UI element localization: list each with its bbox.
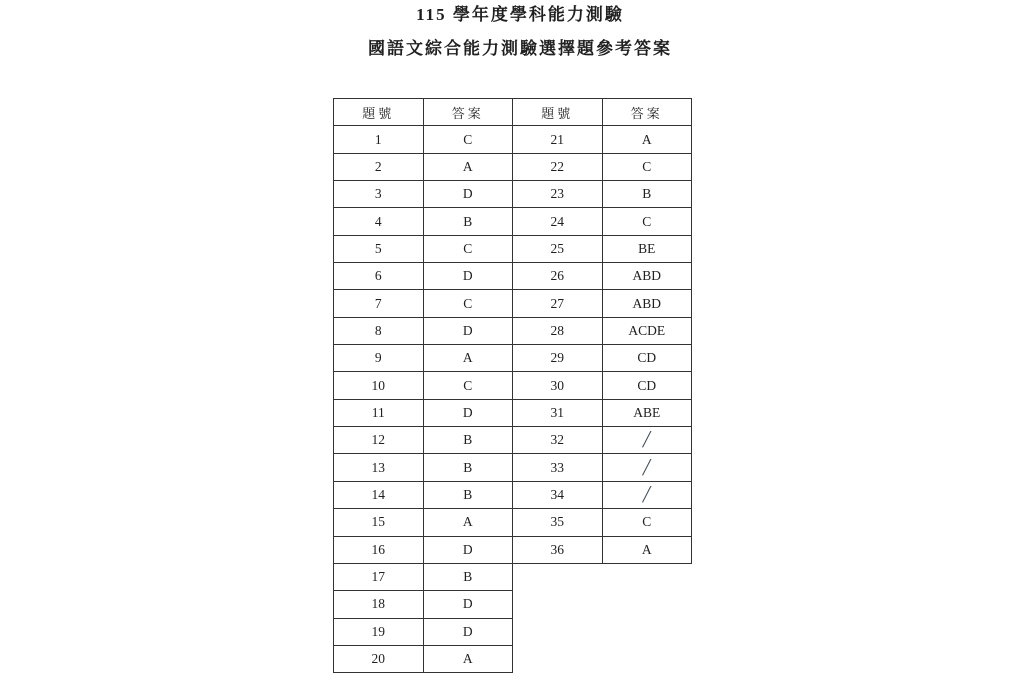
question-number-cell: 12 [334,427,424,454]
answer-cell: B [423,563,513,590]
answer-table-row [334,399,692,426]
question-number-cell: 1 [334,126,424,153]
question-number-cell: 19 [334,618,424,645]
question-number-cell: 24 [513,208,603,235]
question-number-cell: 33 [513,454,603,481]
question-number-cell: 10 [334,372,424,399]
answer-cell: ABD [602,290,692,317]
question-number-cell: 6 [334,263,424,290]
question-number-cell: 27 [513,290,603,317]
answer-cell: B [423,454,513,481]
answer-cell: A [423,153,513,180]
answer-cell: ABE [602,399,692,426]
question-number-cell: 7 [334,290,424,317]
answer-cell: C [423,126,513,153]
question-number-cell: 14 [334,481,424,508]
header-answer-left: 答案 [423,99,513,126]
answer-table-row [334,126,692,153]
answer-table-row [334,153,692,180]
question-number-cell: 17 [334,563,424,590]
question-number-cell: 32 [513,427,603,454]
answer-cell: ABD [602,263,692,290]
answer-table-row [334,208,692,235]
answer-cell: A [602,126,692,153]
answer-cell: D [423,591,513,618]
header-answer-right: 答案 [602,99,692,126]
question-number-cell: 22 [513,153,603,180]
answer-cell: ACDE [602,317,692,344]
question-number-cell: 18 [334,591,424,618]
header-question-number-right: 題號 [513,99,603,126]
answer-table-row [334,509,692,536]
answer-table-row [334,263,692,290]
answer-table-row [334,481,692,508]
answer-cell: B [602,181,692,208]
table-header-row [334,99,692,126]
answer-cell: C [423,372,513,399]
answer-cell: A [423,509,513,536]
answer-cell: A [602,536,692,563]
answer-cell: A [423,345,513,372]
question-number-cell: 11 [334,399,424,426]
answer-cell: C [423,290,513,317]
answer-table-row [334,591,692,618]
subject-subtitle: 國語文綜合能力測驗選擇題參考答案 [368,39,672,58]
question-number-cell: 8 [334,317,424,344]
answer-cell: B [423,208,513,235]
question-number-cell: 2 [334,153,424,180]
answer-cell: D [423,263,513,290]
question-number-cell: 3 [334,181,424,208]
answer-table-row [334,181,692,208]
question-number-cell: 9 [334,345,424,372]
answer-table-row [334,372,692,399]
question-number-cell: 25 [513,235,603,262]
question-number-cell: 15 [334,509,424,536]
answer-cell: C [602,153,692,180]
question-number-cell: 16 [334,536,424,563]
answer-table-row [334,618,692,645]
answer-cell: BE [602,235,692,262]
question-number-cell: 26 [513,263,603,290]
answer-cell: C [602,509,692,536]
question-number-cell: 35 [513,509,603,536]
answer-cell: D [423,181,513,208]
question-number-cell: 31 [513,399,603,426]
answer-table [333,98,692,673]
answer-cell: D [423,399,513,426]
answer-cell: C [602,208,692,235]
question-number-cell: 5 [334,235,424,262]
question-number-cell: 13 [334,454,424,481]
answer-table-row [334,235,692,262]
answer-cell: D [423,536,513,563]
answer-table-row [334,454,692,481]
answer-table-row [334,645,692,672]
answer-cell: D [423,618,513,645]
answer-table-row [334,290,692,317]
answer-table-row [334,427,692,454]
question-number-cell: 34 [513,481,603,508]
answer-cell: ╱ [602,481,692,508]
answer-cell: C [423,235,513,262]
question-number-cell: 20 [334,645,424,672]
answer-table-row [334,317,692,344]
question-number-cell: 29 [513,345,603,372]
question-number-cell: 30 [513,372,603,399]
question-number-cell: 23 [513,181,603,208]
page-titles [0,3,1024,61]
answer-cell: ╱ [602,427,692,454]
question-number-cell: 36 [513,536,603,563]
answer-cell: D [423,317,513,344]
answer-cell: CD [602,372,692,399]
answer-cell: A [423,645,513,672]
answer-table-row [334,345,692,372]
exam-title: 115 學年度學科能力測驗 [416,5,624,24]
question-number-cell: 4 [334,208,424,235]
answer-cell: B [423,427,513,454]
answer-table-row [334,536,692,563]
answer-cell: B [423,481,513,508]
answer-cell: ╱ [602,454,692,481]
question-number-cell: 28 [513,317,603,344]
header-question-number-left: 題號 [334,99,424,126]
question-number-cell: 21 [513,126,603,153]
answer-table-row [334,563,692,590]
answer-cell: CD [602,345,692,372]
